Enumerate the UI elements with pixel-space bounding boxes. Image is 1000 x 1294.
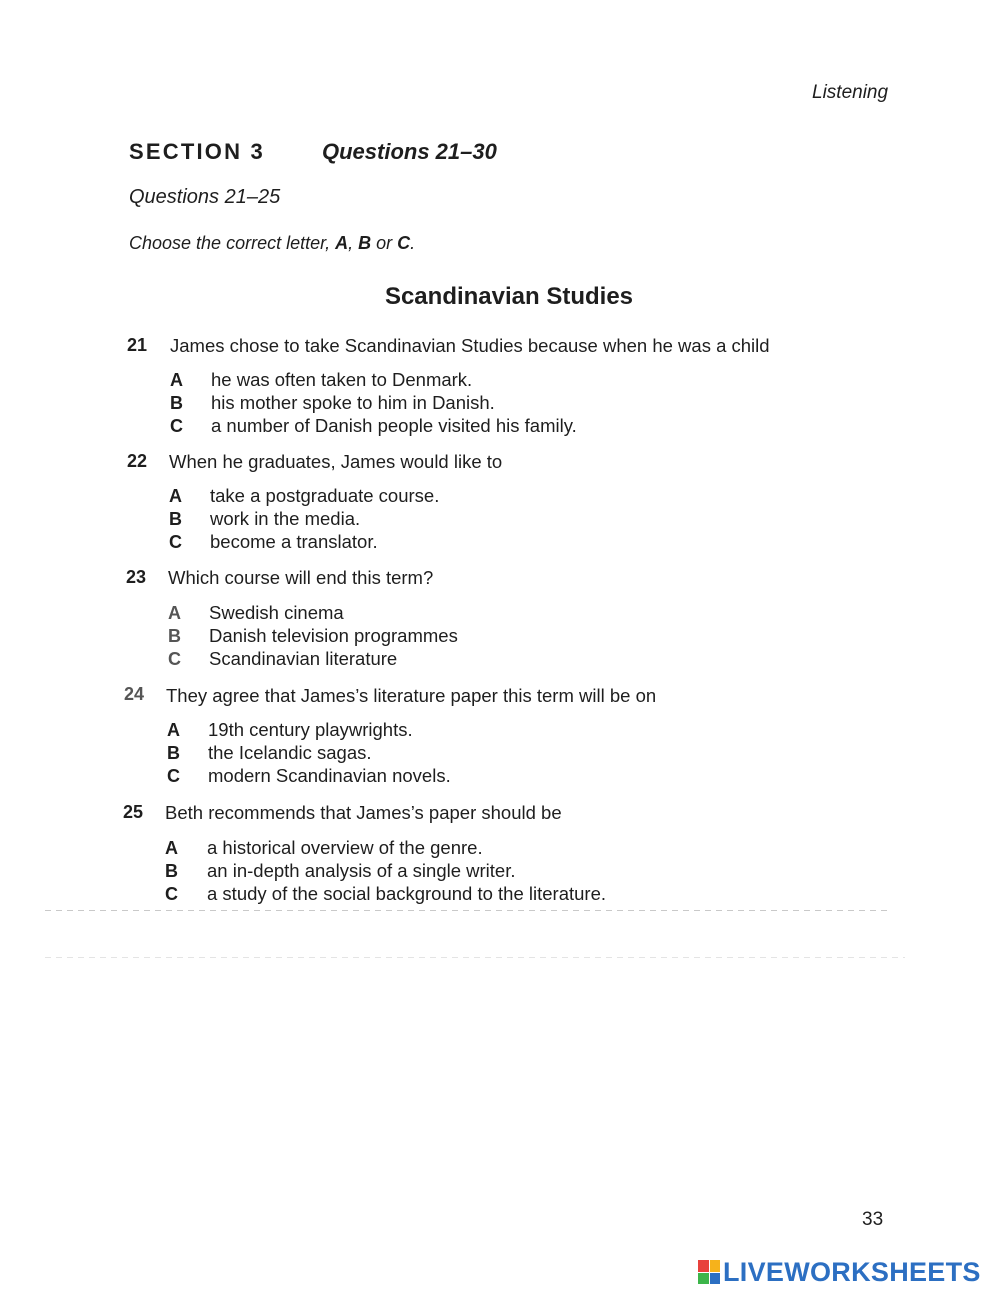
question-22-option-text: work in the media. (210, 508, 361, 529)
question-21-option-text: he was often taken to Denmark. (211, 369, 473, 390)
instruction-suffix: . (410, 233, 416, 253)
question-25-option-letter: A (165, 838, 178, 858)
question-22-option-text: take a postgraduate course. (210, 485, 440, 506)
question-21-option-letter: A (170, 370, 183, 390)
question-25-option-text: a study of the social background to the literature. (207, 883, 607, 904)
brand-name: LIVEWORKSHEETS (723, 1256, 981, 1287)
page-title: Scandinavian Studies (384, 283, 634, 310)
section-range: Questions 21–30 (322, 139, 497, 164)
question-24-text: They agree that James’s literature paper this term will be on (166, 685, 657, 706)
instruction-letter-b: B (358, 233, 372, 253)
question-25-option-letter: B (165, 861, 178, 881)
question-23-option-text: Scandinavian literature (209, 648, 398, 669)
sub-range: Questions 21–25 (129, 186, 281, 208)
question-21-option-text: his mother spoke to him in Danish. (211, 392, 495, 413)
question-23-option-text: Swedish cinema (209, 602, 344, 623)
question-22-text: When he graduates, James would like to (169, 451, 503, 472)
question-22-number: 22 (127, 451, 148, 471)
question-23-number: 23 (126, 567, 147, 587)
question-23-option-letter: A (168, 603, 181, 623)
question-22-option-letter: B (169, 509, 182, 529)
scan-line (45, 957, 905, 958)
instruction-prefix: Choose the correct letter, (129, 233, 336, 253)
question-24-option-letter: C (167, 766, 180, 786)
question-25-option-letter: C (165, 884, 178, 904)
question-25-text: Beth recommends that James’s paper should be (165, 802, 562, 823)
question-24-option-text: the Icelandic sagas. (208, 742, 372, 763)
scan-line (45, 910, 890, 911)
question-25-number: 25 (123, 802, 144, 822)
question-24-option-text: 19th century playwrights. (208, 719, 413, 740)
question-21-text: James chose to take Scandinavian Studies because when he was a child (170, 335, 770, 356)
instruction-sep1: , (348, 233, 359, 253)
question-24-option-text: modern Scandinavian novels. (208, 765, 451, 786)
instruction (129, 233, 415, 254)
question-21-option-letter: C (170, 416, 183, 436)
section-label: SECTION 3 (129, 139, 265, 164)
question-24-option-letter: A (167, 720, 180, 740)
question-23-option-text: Danish television programmes (209, 625, 458, 646)
instruction-sep2: or (371, 233, 398, 253)
question-23-option-letter: B (168, 626, 181, 646)
question-23-text: Which course will end this term? (168, 567, 434, 588)
question-25-option-text: an in-depth analysis of a single writer. (207, 860, 516, 881)
question-22-option-letter: C (169, 532, 182, 552)
question-22-option-letter: A (169, 486, 182, 506)
question-21-option-text: a number of Danish people visited his family. (211, 415, 577, 436)
instruction-letter-c: C (397, 233, 411, 253)
question-21-number: 21 (127, 335, 148, 355)
liveworksheets-logo-icon (698, 1260, 720, 1284)
liveworksheets-brand (698, 1257, 981, 1287)
question-25-option-text: a historical overview of the genre. (207, 837, 483, 858)
question-23-option-letter: C (168, 649, 181, 669)
question-22-option-text: become a translator. (210, 531, 378, 552)
question-24-number: 24 (124, 684, 145, 704)
question-24-option-letter: B (167, 743, 180, 763)
page-number: 33 (862, 1209, 884, 1230)
instruction-letter-a: A (335, 233, 349, 253)
running-head: Listening (812, 82, 889, 103)
question-21-option-letter: B (170, 393, 183, 413)
